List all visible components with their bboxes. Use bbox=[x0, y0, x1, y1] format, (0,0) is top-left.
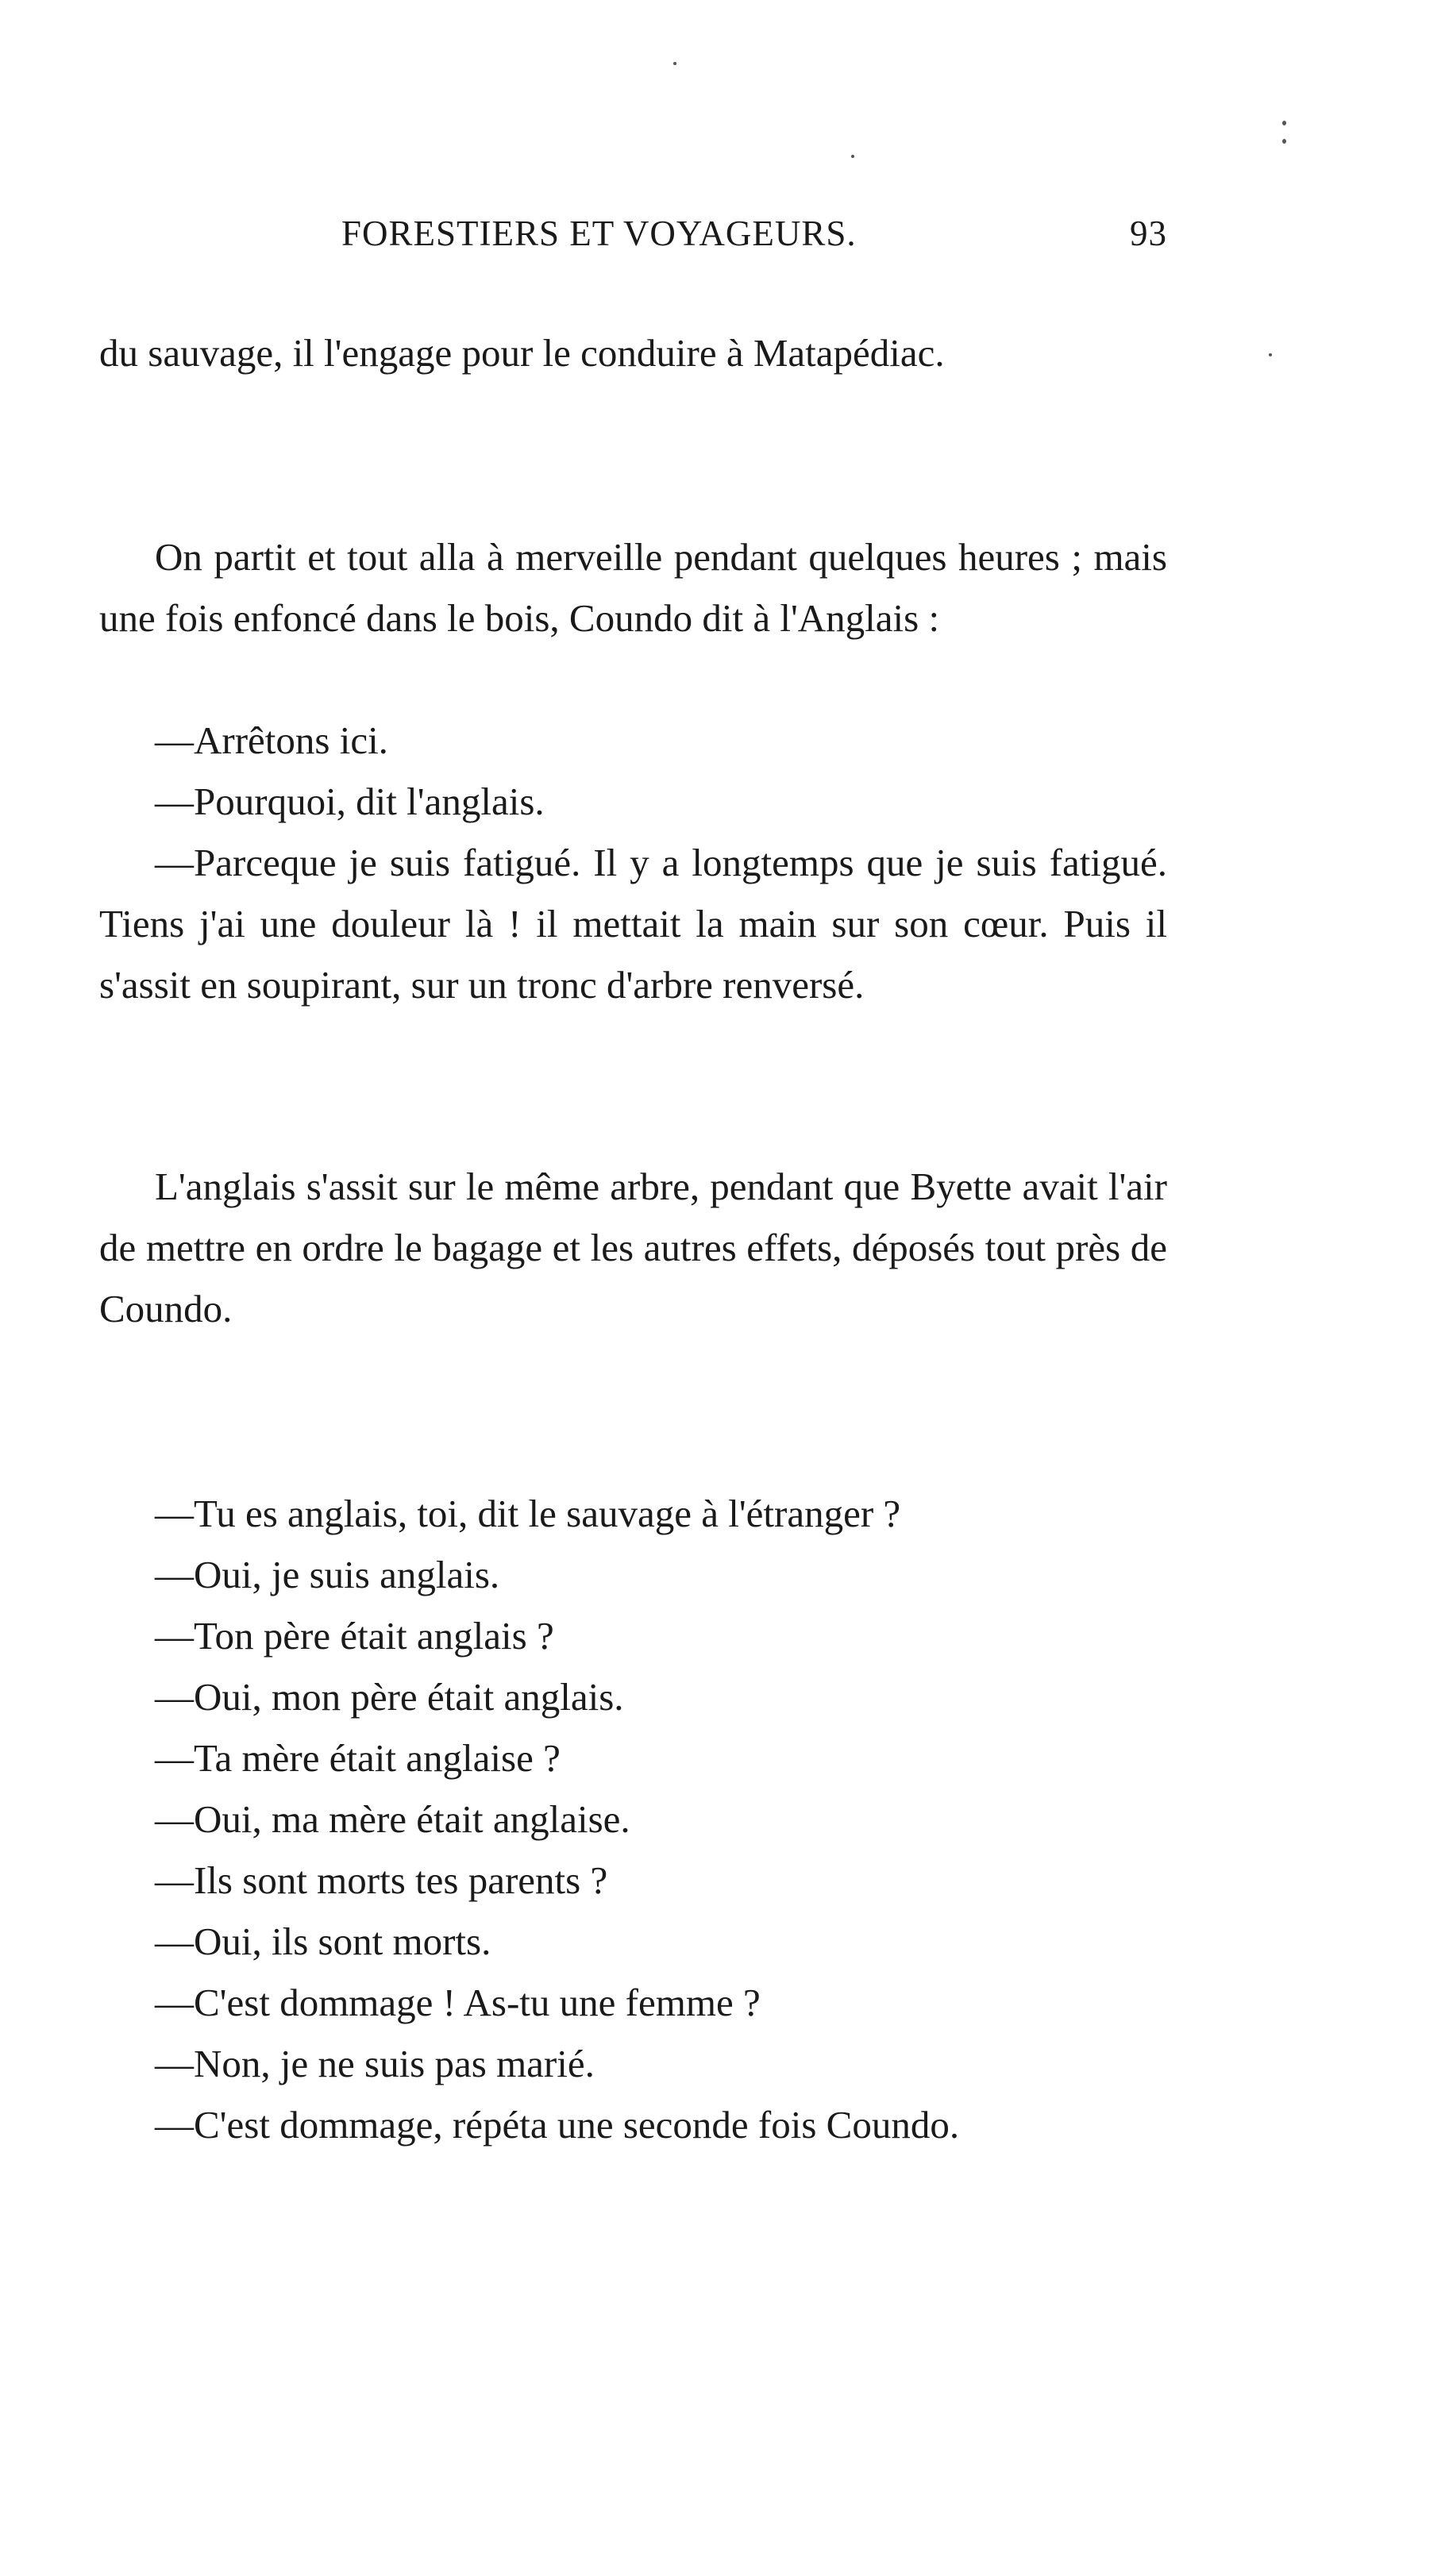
paragraph-departure bbox=[99, 526, 1167, 649]
print-speck bbox=[851, 155, 854, 158]
running-title: FORESTIERS ET VOYAGEURS. bbox=[341, 214, 857, 253]
dialogue-line: —Arrêtons ici. bbox=[155, 718, 388, 762]
dialogue-line: —Pourquoi, dit l'anglais. bbox=[155, 780, 545, 823]
dialogue-line: —Ils sont morts tes parents ? bbox=[155, 1858, 608, 1902]
paragraph-englishman bbox=[99, 1156, 1167, 1339]
page-number: 93 bbox=[1130, 214, 1167, 253]
dialogue-line: —Oui, ma mère était anglaise. bbox=[155, 1797, 630, 1841]
paragraph-text: On partit et tout alla à merveille pendant quelques heures ; mais une fois enfoncé dans le bois, Coundo dit à l'Anglais : bbox=[99, 535, 1167, 640]
dialogue-line: —Ton père était anglais ? bbox=[155, 1614, 554, 1658]
running-head bbox=[99, 213, 1167, 260]
dialogue-block bbox=[99, 1483, 1167, 2155]
print-speck bbox=[1282, 121, 1286, 125]
dialogue-line: —Oui, je suis anglais. bbox=[155, 1553, 500, 1596]
paragraph-fatigue bbox=[99, 832, 1167, 1015]
dialogue-line: —C'est dommage, répéta une seconde fois Coundo. bbox=[155, 2103, 960, 2147]
print-speck bbox=[1269, 353, 1272, 356]
paragraph-text: L'anglais s'assit sur le même arbre, pendant que Byette avait l'air de mettre en ordre le bagage et les autres effets, déposés tout près de Coundo. bbox=[99, 1165, 1167, 1330]
print-speck bbox=[673, 62, 676, 65]
dialogue-line: —Oui, ils sont morts. bbox=[155, 1919, 491, 1963]
dialogue-line: —Ta mère était anglaise ? bbox=[155, 1736, 561, 1780]
dialogue-line: —Non, je ne suis pas marié. bbox=[155, 2042, 595, 2085]
paragraph-text: —Parceque je suis fatigué. Il y a longtemps que je suis fatigué. Tiens j'ai une douleur là ! il mettait la main sur son cœur. Puis il s'assit en soupirant, sur un tronc d'arbre renversé. bbox=[99, 841, 1167, 1007]
print-speck bbox=[1282, 139, 1286, 144]
paragraph-continuation bbox=[99, 322, 1167, 383]
dialogue-line: —Tu es anglais, toi, dit le sauvage à l'étranger ? bbox=[155, 1492, 901, 1535]
dialogue-line: —C'est dommage ! As-tu une femme ? bbox=[155, 1981, 761, 2024]
dialogue-line: —Oui, mon père était anglais. bbox=[155, 1675, 624, 1719]
dialogue-short bbox=[99, 710, 1167, 832]
paragraph-text: du sauvage, il l'engage pour le conduire à Matapédiac. bbox=[99, 331, 945, 375]
